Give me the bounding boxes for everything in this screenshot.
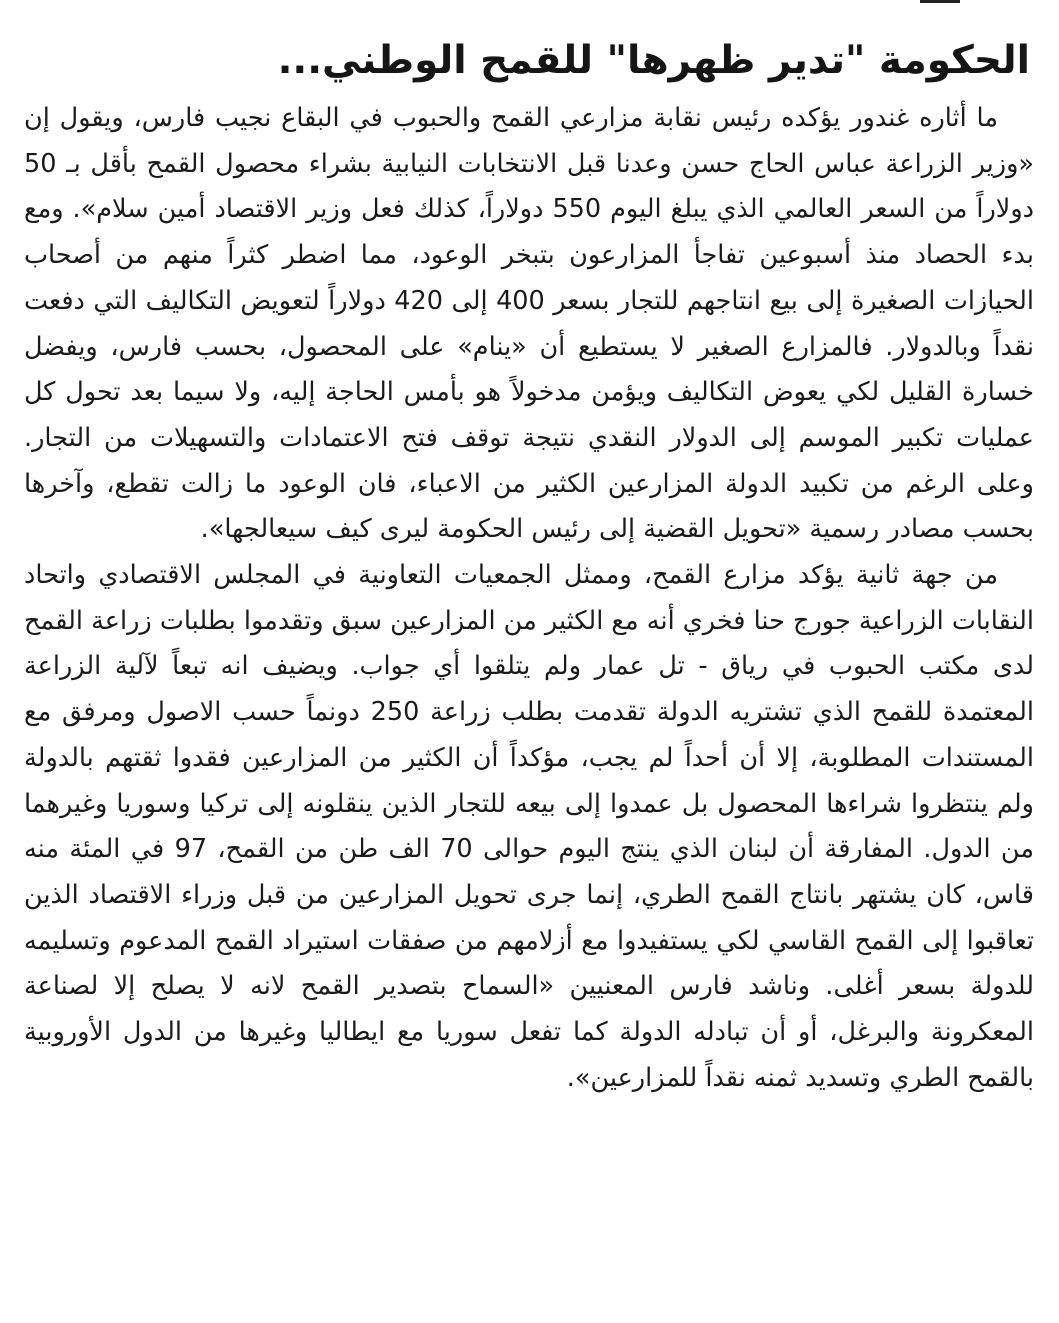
previous-text-fragment <box>920 0 960 11</box>
article-paragraph-1: ما أثاره غندور يؤكده رئيس نقابة مزارعي القمح والحبوب في البقاع نجيب فارس، ويقول إن «وزير الزراعة عباس الحاج حسن وعدنا قبل الانتخابات النيابية بشراء محصول القمح بأقل بـ 50 دولاراً من السعر العالمي الذي يبلغ اليوم 550 دولاراً، كذلك فعل وزير الاقتصاد أمين سلام». ومع بدء الحصاد منذ أسبوعين تفاجأ المزارعون بتبخر الوعود، مما اضطر كثراً منهم من أصحاب الحيازات الصغيرة إلى بيع انتاجهم للتجار بسعر 400 إلى 420 دولاراً لتعويض التكاليف التي دفعت نقداً وبالدولار. فالمزارع الصغير لا يستطيع أن «ينام» على المحصول، بحسب فارس، ويفضل خسارة القليل لكي يعوض التكاليف ويؤمن مدخولاً هو بأمس الحاجة إليه، ولا سيما بعد تحول كل عمليات تكبير الموسم إلى الدولار النقدي نتيجة توقف فتح الاعتمادات والتسهيلات من التجار. وعلى الرغم من تكبيد الدولة المزارعين الكثير من الاعباء، فان الوعود ما زالت تقطع، وآخرها بحسب مصادر رسمية «تحويل القضية إلى رئيس الحكومة ليرى كيف سيعالجها». <box>24 103 1035 545</box>
article-headline: الحكومة "تدير ظهرها" للقمح الوطني... <box>277 38 1030 83</box>
article <box>24 30 1034 1101</box>
article-paragraph-2: من جهة ثانية يؤكد مزارع القمح، وممثل الجمعيات التعاونية في المجلس الاقتصادي واتحاد النقابات الزراعية جورج حنا فخري أنه مع الكثير من المزارعين سبق وتقدموا بطلبات زراعة القمح لدى مكتب الحبوب في رياق - تل عمار ولم يتلقوا أي جواب. ويضيف انه تبعاً لآلية الزراعة المعتمدة للقمح الذي تشتريه الدولة تقدمت بطلب زراعة 250 دونماً حسب الاصول ومرفق مع المستندات المطلوبة، إلا أن أحداً لم يجب، مؤكداً أن الكثير من المزارعين فقدوا ثقتهم بالدولة ولم ينتظروا شراءها المحصول بل عمدوا إلى بيعه للتجار الذين ينقلونه إلى تركيا وسوريا وغيرهما من الدول. المفارقة أن لبنان الذي ينتج اليوم حوالى 70 الف طن من القمح، 97 في المئة منه قاس، كان يشتهر بانتاج القمح الطري، إنما جرى تحويل المزارعين من قبل وزراء الاقتصاد الذين تعاقبوا إلى القمح القاسي لكي يستفيدوا مع أزلامهم من صفقات استيراد القمح المدعوم وتسليمه للدولة بسعر أغلى. وناشد فارس المعنيين «السماح بتصدير القمح لانه لا يصلح إلا لصناعة المعكرونة والبرغل، أو أن تبادله الدولة كما تفعل سوريا مع ايطاليا وغيرها من الدول الأوروبية بالقمح الطري وتسديد ثمنه نقداً للمزارعين». <box>24 560 1034 1093</box>
